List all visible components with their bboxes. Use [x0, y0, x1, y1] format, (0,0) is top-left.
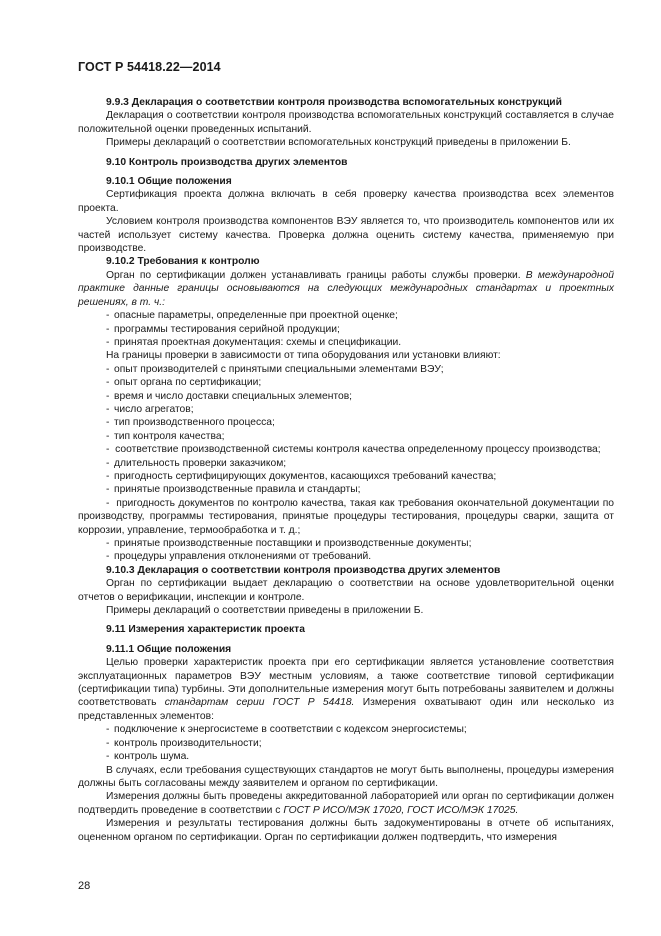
section-heading: 9.9.3 Декларация о соответствии контроля производства вспомогательных конструкций [106, 97, 562, 108]
paragraph: Целью проверки характеристик проекта при его сертификации является установление соответствия эксплуатационных параметров ВЭУ местным условиям, а также соответствие типовой сертификации (сертификации типа) турбины. Эти дополнительные измерения могут быть потребованы заявителем и должны соответствовать стандартам серии ГОСТ Р 54418. Измерения охватывают один или несколько из представленных элементов: [78, 657, 614, 722]
list-item: - тип производственного процесса; [106, 417, 275, 429]
list-dash: - [106, 310, 110, 322]
list-item: - опыт органа по сертификации; [106, 377, 262, 389]
list-item: - подключение к энергосистеме в соответствии с кодексом энергосистемы; [106, 724, 467, 736]
list-dash: - [106, 336, 110, 348]
list-dash: - [106, 323, 110, 335]
list-item: - время и число доставки специальных элементов; [106, 390, 353, 402]
paragraph: В случаях, если требования существующих стандартов не могут быть выполнены, процедуры измерения должны быть согласованы между заявителем и органом по сертификации. [78, 764, 614, 789]
document-body [78, 96, 614, 844]
list-dash: - [106, 751, 110, 763]
section-heading: 9.10.3 Декларация о соответствии контроля производства других элементов [106, 564, 501, 576]
list-dash: - [106, 470, 110, 482]
list-dash: - [106, 538, 110, 549]
list-item: - принятые производственные поставщики и производственные документы; [106, 538, 472, 549]
paragraph: Сертификация проекта должна включать в себя проверку качества производства всех элементов проекта. [78, 189, 614, 214]
list-dash: - [106, 363, 110, 375]
italic-reference: ГОСТ Р ИСО/МЭК 17020, ГОСТ ИСО/МЭК 17025. [283, 804, 519, 816]
paragraph: Измерения должны быть проведены аккредитованной лабораторией или орган по сертификации должен подтвердить проведение в соответствии с ГОСТ Р ИСО/МЭК 17020, ГОСТ ИСО/МЭК 17025. [78, 791, 614, 816]
list-item: - процедуры управления отклонениями от требований. [106, 551, 372, 563]
list-item: - опыт производителей с принятыми специальными элементами ВЭУ; [106, 363, 444, 375]
paragraph: Измерения и результаты тестирования должны быть задокументированы в отчете об испытаниях, оцененном органом по сертификации. Орган по сертификации должен подтвердить, что измерения [78, 818, 614, 843]
paragraph: На границы проверки в зависимости от типа оборудования или установки влияют: [106, 350, 501, 362]
list-item: - принятая проектная документация: схемы и спецификации. [106, 336, 402, 348]
list-dash: - [106, 724, 110, 736]
list-item: - контроль шума. [106, 751, 190, 763]
list-dash: - [106, 484, 110, 496]
list-item: - опасные параметры, определенные при проектной оценке; [106, 310, 398, 322]
paragraph: Примеры деклараций о соответствии вспомогательных конструкций приведены в приложении Б. [106, 137, 571, 149]
paragraph: Условием контроля производства компонентов ВЭУ является то, что производитель компонентов или их частей использует систему качества. Проверка должна оценить систему качества, применяемую при производстве. [78, 216, 614, 255]
list-item: - пригодность документов по контролю качества, такая как требования окончательной документации по производству, программы тестирования, принятые процедуры тестирования, процедуры сварки, защита от коррозии, управление, термообработка и т. д.; [78, 497, 614, 536]
section-heading: 9.10.1 Общие положения [106, 176, 232, 188]
section-heading: 9.10 Контроль производства других элементов [106, 156, 348, 168]
italic-reference: В международной практике данные границы основываются на следующих международных стандартах и проектных решениях, в т. ч.: [78, 269, 614, 308]
paragraph: Орган по сертификации должен устанавливать границы работы службы проверки. В международной практике данные границы основываются на следующих международных стандартах и проектных решениях, в т. ч.: [78, 269, 614, 308]
list-item: - число агрегатов; [106, 403, 194, 415]
paragraph: Примеры деклараций о соответствии приведены в приложении Б. [106, 605, 424, 617]
section-heading: 9.11.1 Общие положения [106, 643, 232, 655]
list-dash: - [106, 551, 110, 563]
list-dash: - [106, 377, 110, 389]
list-dash: - [106, 403, 110, 415]
paragraph: Декларация о соответствии контроля производства вспомогательных конструкций составляется в случае положительной оценки проведенных испытаний. [78, 110, 614, 135]
section-heading: 9.11 Измерения характеристик проекта [106, 624, 305, 636]
list-item: - соответствие производственной системы контроля качества определенному процессу производства; [106, 444, 601, 456]
list-item: - пригодность сертифицирующих документов, касающихся требований качества; [106, 470, 497, 482]
list-item: - принятые производственные правила и стандарты; [106, 484, 361, 496]
list-item: - длительность проверки заказчиком; [106, 457, 287, 469]
paragraph: Орган по сертификации выдает декларацию о соответствии на основе удовлетворительной оценки отчетов о верификации, инспекции и контроле. [78, 578, 614, 603]
list-dash: - [106, 417, 110, 429]
list-item: - тип контроля качества; [106, 430, 225, 442]
italic-reference: стандартам серии ГОСТ Р 54418. [164, 697, 355, 709]
list-dash: - [106, 430, 110, 442]
document-header: ГОСТ Р 54418.22—2014 [78, 60, 221, 74]
section-heading: 9.10.2 Требования к контролю [106, 256, 260, 268]
list-dash: - [106, 737, 110, 749]
list-dash: - [106, 390, 110, 402]
document-page [78, 60, 614, 844]
list-item: - программы тестирования серийной продукции; [106, 323, 340, 335]
list-item: - контроль производительности; [106, 737, 262, 749]
list-dash: - [106, 457, 110, 469]
page-number: 28 [78, 880, 91, 892]
